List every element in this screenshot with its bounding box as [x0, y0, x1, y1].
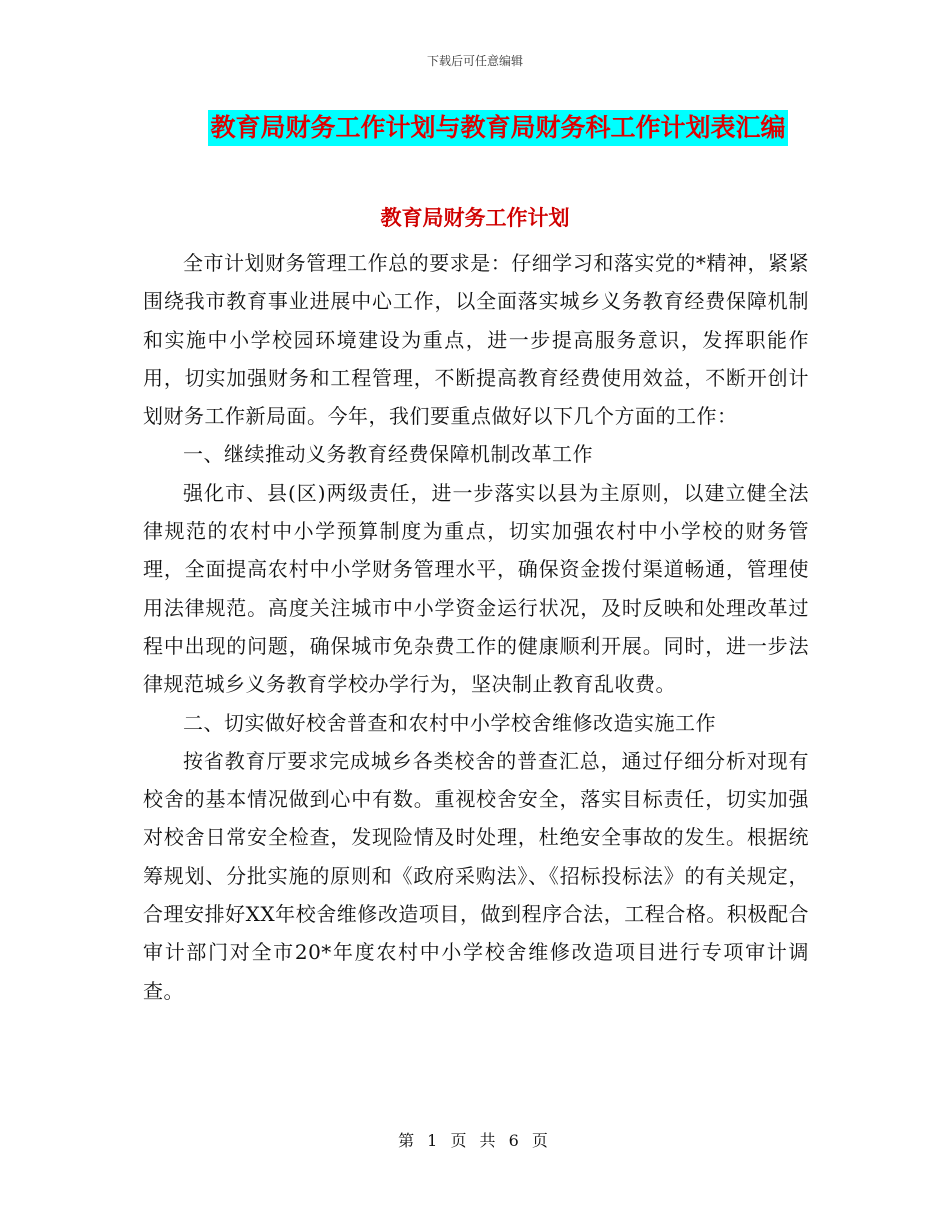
- main-title: 教育局财务工作计划与教育局财务科工作计划表汇编: [208, 110, 787, 146]
- heading-item-2: 二、切实做好校舍普查和农村中小学校舍维修改造实施工作: [183, 710, 716, 735]
- paragraph-item-1: 强化市、县(区)两级责任，进一步落实以县为主原则，以建立健全法律规范的农村中小学预算制度为重点，切实加强农村中小学校的财务管理，全面提高农村中小学财务管理水平，确保资金拨付渠道畅通，管理使用法律规范。高度关注城市中小学资金运行状况，及时反映和处理改革过程中出现的问题，确保城市免杂费工作的健康顺利开展。同时，进一步法律规范城乡义务教育学校办学行为，坚决制止教育乱收费。: [143, 480, 809, 697]
- section-title: 教育局财务工作计划: [380, 206, 570, 230]
- heading-item-1: 一、继续推动义务教育经费保障机制改革工作: [183, 442, 593, 467]
- document-body: [143, 244, 809, 1010]
- header-note: 下载后可任意编辑: [426, 54, 523, 68]
- page-number-footer: 第 1 页 共 6 页: [398, 1131, 552, 1150]
- main-title-container: [0, 110, 950, 146]
- paragraph-intro: 全市计划财务管理工作总的要求是：仔细学习和落实党的*精神，紧紧围绕我市教育事业进展中心工作，以全面落实城乡义务教育经费保障机制和实施中小学校园环境建设为重点，进一步提高服务意识，发挥职能作用，切实加强财务和工程管理，不断提高教育经费使用效益，不断开创计划财务工作新局面。今年，我们要重点做好以下几个方面的工作：: [143, 251, 809, 429]
- paragraph-item-2: 按省教育厅要求完成城乡各类校舍的普查汇总，通过仔细分析对现有校舍的基本情况做到心中有数。重视校舍安全，落实目标责任，切实加强对校舍日常安全检查，发现险情及时处理，杜绝安全事故的发生。根据统筹规划、分批实施的原则和《政府采购法》、《招标投标法》的有关规定，合理安排好XX年校舍维修改造项目，做到程序合法，工程合格。积极配合审计部门对全市20*年度农村中小学校舍维修改造项目进行专项审计调查。: [143, 748, 809, 1003]
